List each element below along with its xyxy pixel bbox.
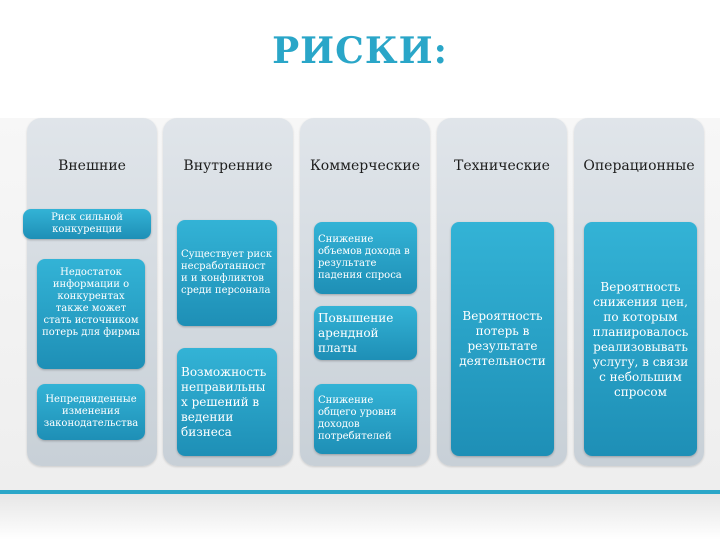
risk-box-legislation: Непредвиденные изменения законодательства (37, 384, 145, 440)
risk-box-demand-drop: Снижение объемов дохода в результате падения спроса (314, 222, 417, 294)
risk-box-price-decline: Вероятность снижения цен, по которым планировалось реализовывать услугу, в связи с небольшим спросом (584, 222, 697, 456)
column-header-technical: Технические (454, 158, 550, 174)
risk-box-rent-increase: Повышение арендной платы (314, 306, 417, 360)
column-technical (437, 118, 567, 466)
risk-box-income-decline: Снижение общего уровня доходов потребителей (314, 384, 417, 454)
column-external (27, 118, 157, 466)
column-header-operational: Операционные (583, 158, 695, 174)
column-internal (163, 118, 293, 466)
column-operational (574, 118, 704, 466)
risk-box-wrong-decisions: Возможность неправильны х решений в ведении бизнеса (177, 348, 277, 456)
risk-box-activity-losses: Вероятность потерь в результате деятельности (451, 222, 554, 456)
bottom-shade (0, 494, 720, 540)
column-header-commercial: Коммерческие (309, 158, 421, 174)
column-header-external: Внешние (58, 158, 126, 174)
column-commercial (300, 118, 430, 466)
risk-box-staff-conflicts: Существует риск несработанност и и конфликтов среди персонала (177, 220, 277, 326)
column-header-internal: Внутренние (183, 158, 273, 174)
risk-box-competition: Риск сильной конкуренции (23, 209, 151, 239)
slide-title: РИСКИ: (272, 30, 448, 72)
risk-box-info-shortage: Недостаток информации о конкурентах также может стать источником потерь для фирмы (37, 259, 145, 369)
